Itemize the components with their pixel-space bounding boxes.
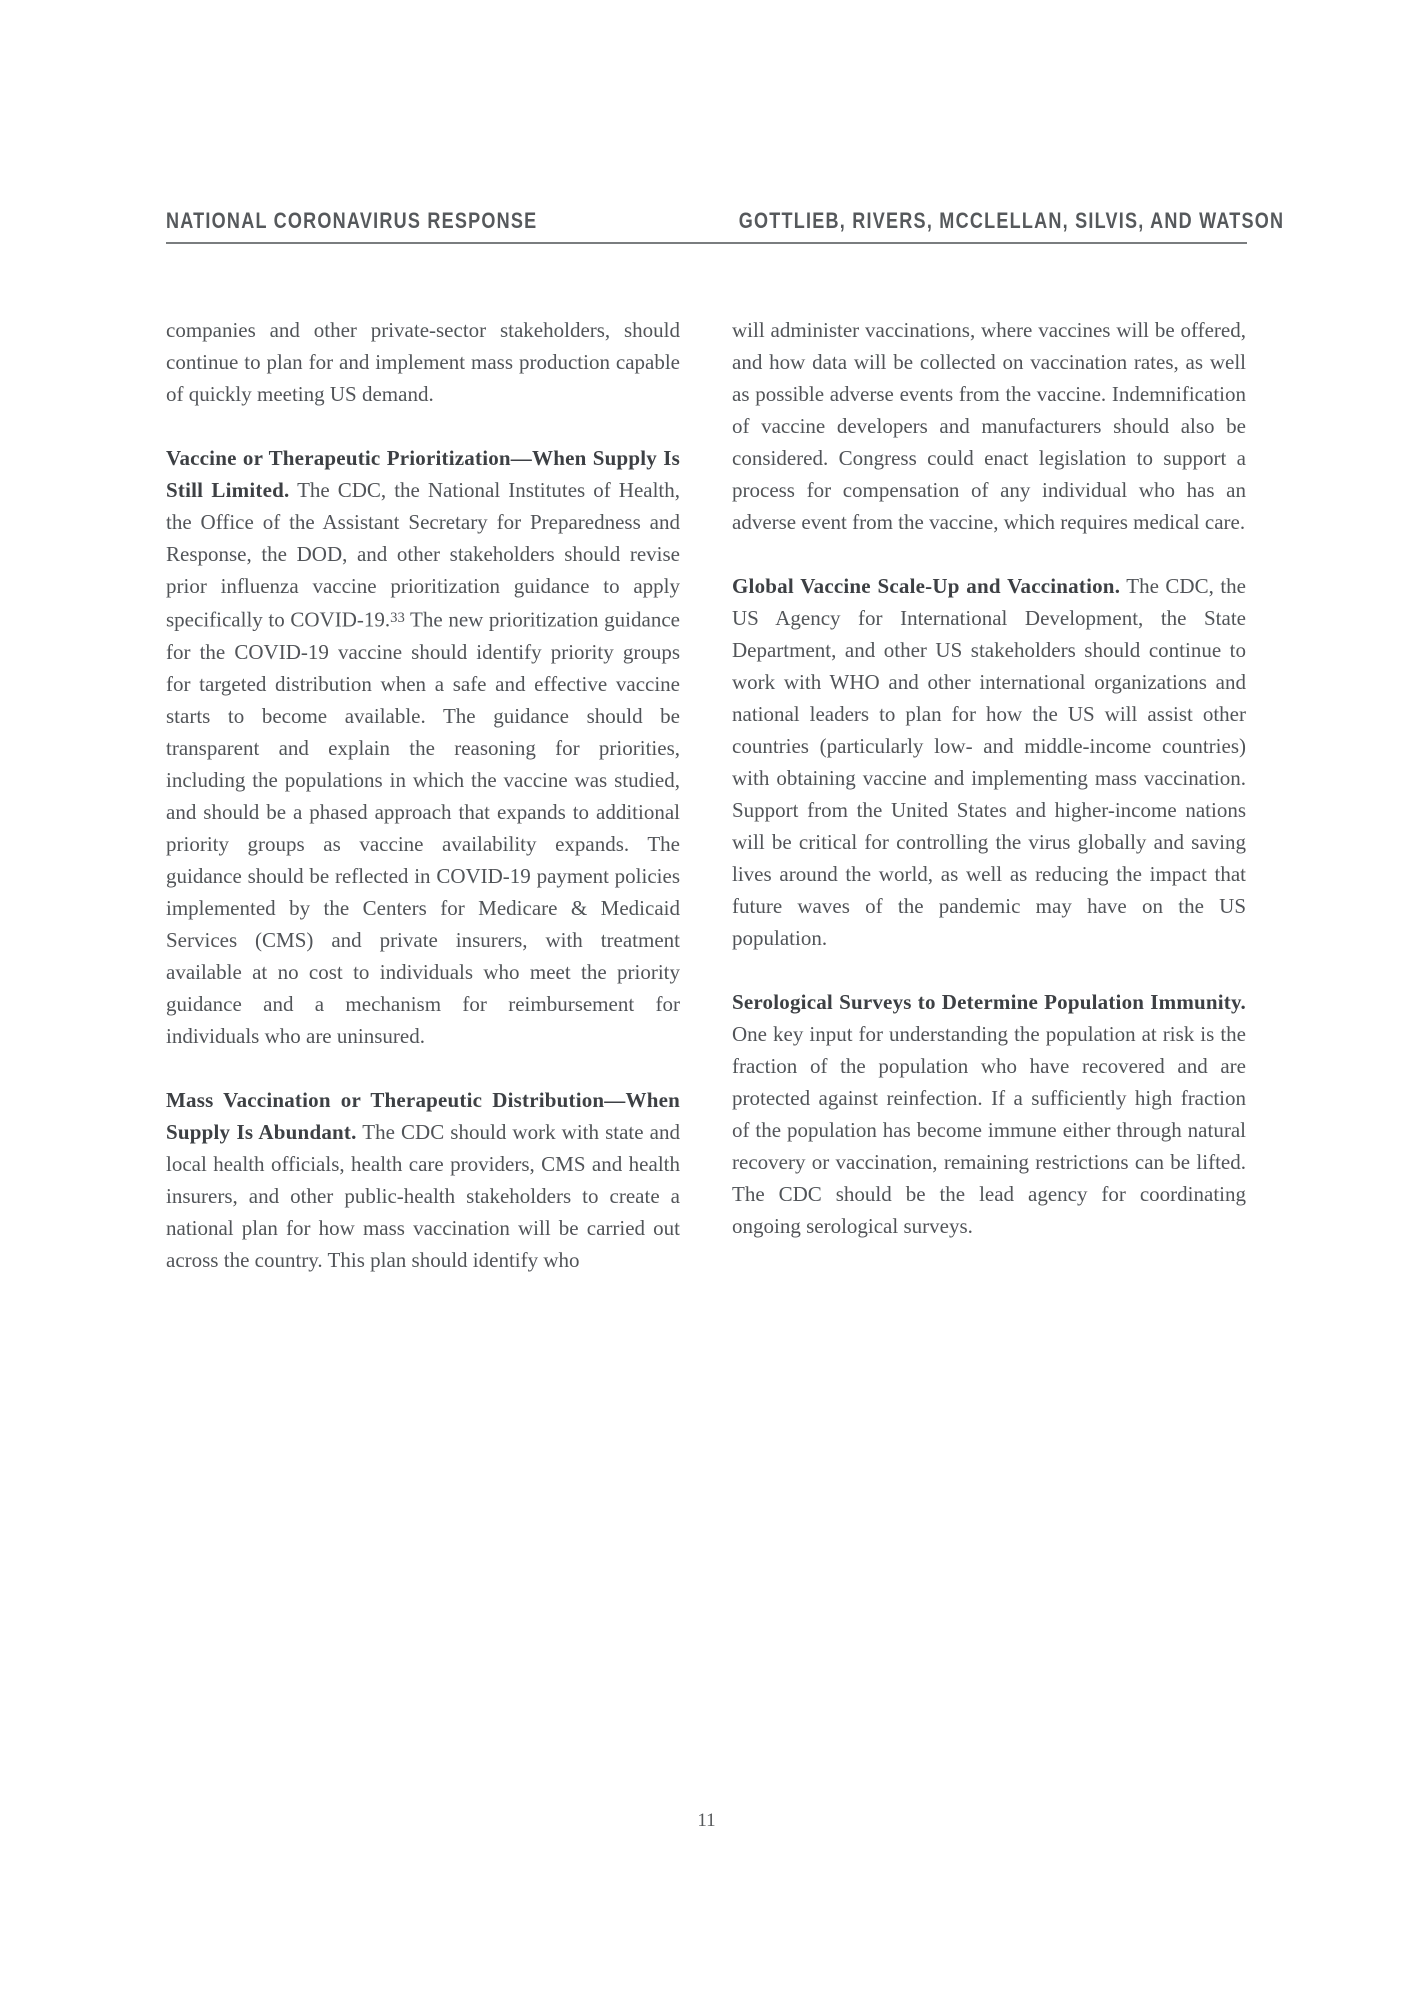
paragraph-serological-surveys bbox=[732, 986, 1246, 1242]
paragraph-text: The CDC should work with state and local health officials, health care providers, CMS and health insurers, and other public-health stakeholders to create a national plan for how mass vaccination will be carried out across the country. This plan should identify who bbox=[166, 1119, 681, 1272]
column-right bbox=[732, 314, 1246, 1276]
paragraph-text: will administer vaccinations, where vaccines will be offered, and how data will be collected on vaccination rates, as well as possible adverse events from the vaccine. Indemnification of vaccine developers and manufacturers should also be considered. Congress could enact legislation to support a process for compensation of any individual who has an adverse event from the vaccine, which requires medical care. bbox=[732, 318, 1246, 534]
column-left bbox=[166, 314, 680, 1276]
running-header-left: NATIONAL CORONAVIRUS RESPONSE bbox=[166, 208, 538, 233]
section-lead: Global Vaccine Scale-Up and Vaccination. bbox=[732, 574, 1121, 598]
running-header bbox=[166, 208, 1285, 234]
paragraph-vaccine-prioritization bbox=[166, 442, 680, 1052]
paragraph-continuation bbox=[166, 314, 680, 410]
section-lead: Vaccine or Therapeutic Prioritization—When Supply Is Still Limited. bbox=[166, 446, 680, 502]
paragraph-text: The new prioritization guidance for the COVID-19 vaccine should identify priority groups for targeted distribution when a safe and effective vaccine starts to become available. The guidance should be transparent and explain the reasoning for priorities, including the populations in which the vaccine was studied, and should be a phased approach that expands to additional priority groups as vaccine availability expands. The guidance should be reflected in COVID-19 payment policies implemented by the Centers for Medicare & Medicaid Services (CMS) and private insurers, with treatment available at no cost to individuals who meet the priority guidance and a mechanism for reimbursement for individuals who are uninsured. bbox=[166, 607, 680, 1048]
paragraph-text: One key input for understanding the population at risk is the fraction of the population who have recovered and are protected against reinfection. If a sufficiently high fraction of the population has become immune either through natural recovery or vaccination, remaining restrictions can be lifted. The CDC should be the lead agency for coordinating ongoing serological surveys. bbox=[732, 1022, 1246, 1238]
paragraph-text: The CDC, the US Agency for International Development, the State Department, and other US stakeholders should continue to work with WHO and other international organizations and national leaders to plan for how the US will assist other countries (particularly low- and middle-income countries) with obtaining vaccine and implementing mass vaccination. Support from the United States and higher-income nations will be critical for controlling the virus globally and saving lives around the world, as well as reducing the impact that future waves of the pandemic may have on the US population. bbox=[732, 574, 1246, 950]
paragraph-continuation bbox=[732, 314, 1246, 538]
paragraph-text: The CDC, the National Institutes of Health, the Office of the Assistant Secretary for Preparedness and Response, the DOD, and other stakeholders should revise prior influenza vaccine prioritization guidance to apply specifically to COVID-19. bbox=[166, 478, 681, 632]
paragraph-text: companies and other private-sector stakeholders, should continue to plan for and implement mass production capable of quickly meeting US demand. bbox=[166, 318, 680, 406]
running-header-right: GOTTLIEB, RIVERS, MCCLELLAN, SILVIS, AND WATSON bbox=[738, 208, 1285, 233]
footnote-reference: 33 bbox=[390, 610, 405, 626]
paragraph-mass-vaccination bbox=[166, 1084, 680, 1276]
header-rule-divider bbox=[166, 242, 1247, 244]
page-number: 11 bbox=[697, 1810, 716, 1831]
section-lead: Serological Surveys to Determine Population Immunity. bbox=[732, 990, 1246, 1014]
paragraph-global-vaccine bbox=[732, 570, 1246, 954]
section-lead: Mass Vaccination or Therapeutic Distribution—When Supply Is Abundant. bbox=[166, 1087, 680, 1144]
body-columns bbox=[166, 314, 1247, 1276]
